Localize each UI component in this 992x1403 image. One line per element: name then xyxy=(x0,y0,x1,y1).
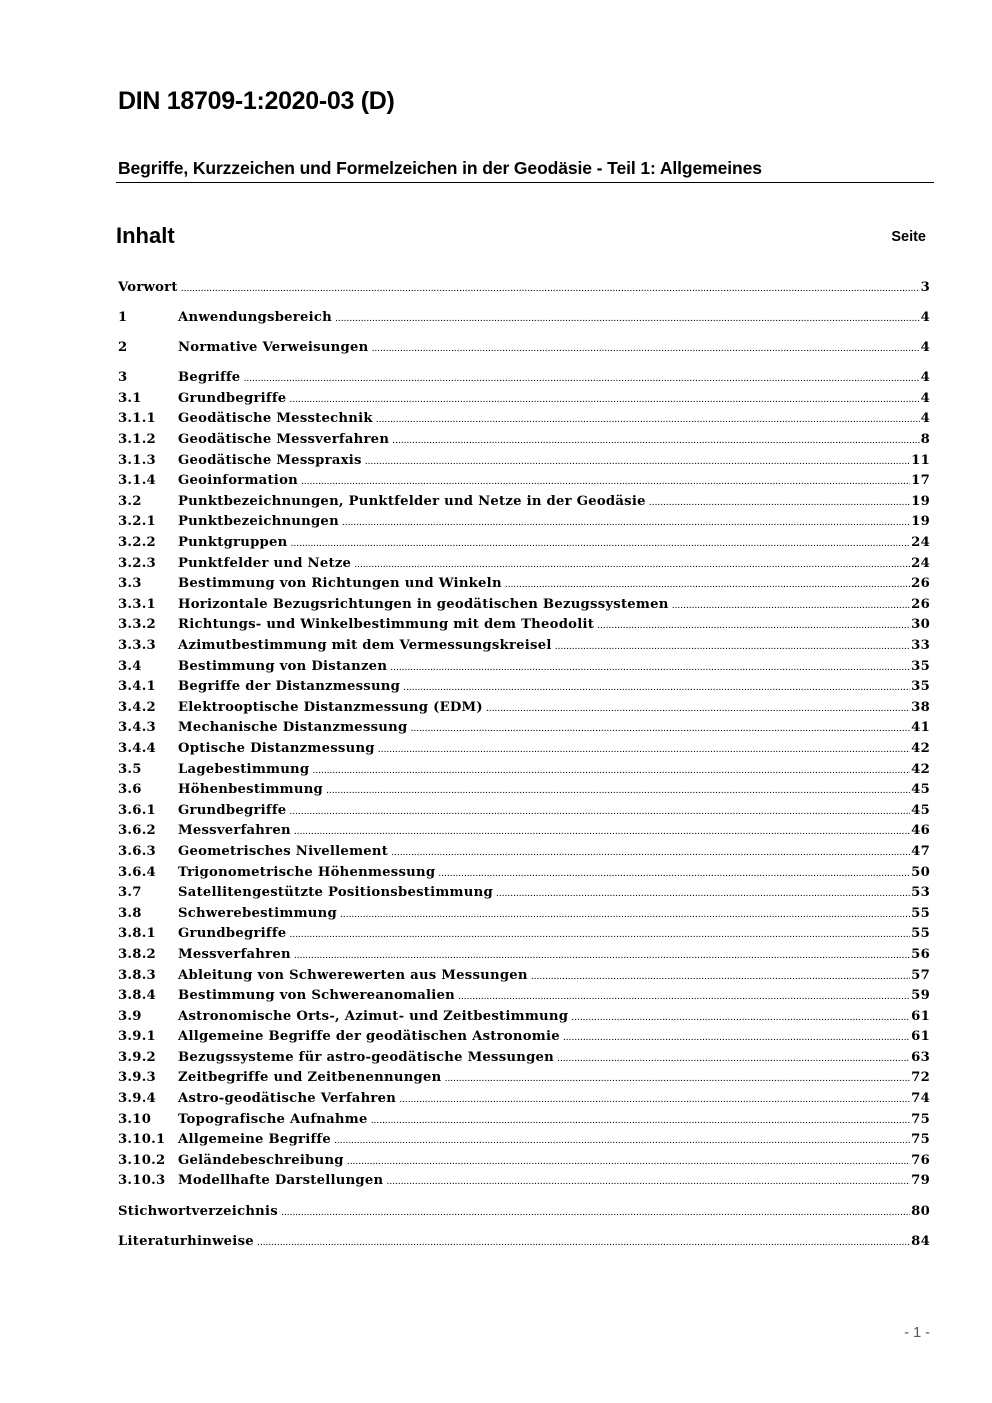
toc-dot-leader xyxy=(243,369,919,390)
toc-entry-number: 3.8.1 xyxy=(118,926,156,942)
toc-entry-number: 3.6.2 xyxy=(118,823,156,839)
toc-entry-title: Lagebestimmung xyxy=(178,761,310,777)
toc-entry-page: 38 xyxy=(911,699,930,715)
toc-entry-page: 46 xyxy=(911,823,930,839)
toc-entry-number: 3.9.3 xyxy=(118,1070,156,1086)
toc-entry-number: 3.9.2 xyxy=(118,1049,156,1065)
toc-entry-title: Normative Verweisungen xyxy=(178,340,369,356)
toc-entry[interactable] xyxy=(118,677,930,698)
toc-entry-number: 3.6.1 xyxy=(118,802,156,818)
toc-entry[interactable] xyxy=(118,1007,930,1028)
toc-dot-leader xyxy=(289,925,910,946)
toc-dot-leader xyxy=(391,843,910,864)
toc-entry-title: Grundbegriffe xyxy=(178,802,287,818)
toc-entry-number: 3.7 xyxy=(118,885,142,901)
toc-entry-title: Allgemeine Begriffe xyxy=(178,1132,331,1148)
toc-entry-number: 3.4.4 xyxy=(118,740,156,756)
toc-entry-page: 3 xyxy=(920,280,930,295)
toc-entry-number: 3.5 xyxy=(118,761,142,777)
toc-entry-title: Punktgruppen xyxy=(178,535,288,551)
toc-entry[interactable] xyxy=(118,1068,930,1089)
toc-dot-leader xyxy=(289,802,910,823)
toc-entry[interactable] xyxy=(118,1202,930,1223)
toc-entry-page: 74 xyxy=(911,1091,930,1107)
toc-entry-number: 3 xyxy=(118,370,128,386)
toc-entry-number: 3.10 xyxy=(118,1111,152,1127)
toc-entry-title: Bestimmung von Richtungen und Winkeln xyxy=(178,576,502,592)
toc-entry-title: Azimutbestimmung mit dem Vermessungskreisel xyxy=(178,638,552,653)
toc-entry[interactable] xyxy=(118,760,930,781)
toc-entry-page: 8 xyxy=(920,432,930,448)
toc-entry-title: Astro-geodätische Verfahren xyxy=(178,1091,397,1107)
toc-entry[interactable] xyxy=(118,533,930,554)
toc-entry-page: 4 xyxy=(920,370,930,386)
toc-entry-title: Höhenbestimmung xyxy=(178,782,324,798)
toc-entry-page: 4 xyxy=(920,411,930,427)
toc-entry[interactable] xyxy=(118,657,930,678)
toc-entry-page: 55 xyxy=(911,905,930,921)
page-number-footer: - 1 - xyxy=(904,1325,930,1341)
toc-entry-page: 75 xyxy=(911,1132,930,1148)
toc-entry-title: Bestimmung von Schwereanomalien xyxy=(178,988,455,1004)
toc-dot-leader xyxy=(438,864,910,885)
toc-entry-page: 72 xyxy=(911,1070,930,1086)
toc-entry-page: 30 xyxy=(911,617,930,633)
toc-dot-leader xyxy=(289,390,919,411)
toc-entry[interactable] xyxy=(118,338,930,359)
toc-dot-leader xyxy=(672,596,911,617)
toc-entry-title: Astronomische Orts-, Azimut- und Zeitbestimmung xyxy=(178,1008,569,1024)
toc-entry-title: Vorwort xyxy=(118,280,178,295)
toc-dot-leader xyxy=(301,472,910,493)
toc-entry-page: 26 xyxy=(911,576,930,592)
toc-entry-number: 3.2 xyxy=(118,493,142,509)
toc-entry[interactable] xyxy=(118,801,930,822)
toc-dot-leader xyxy=(378,740,910,761)
toc-entry-title: Geodätische Messpraxis xyxy=(178,452,362,468)
toc-entry-page: 59 xyxy=(911,988,930,1004)
toc-entry-page: 24 xyxy=(911,535,930,551)
toc-entry[interactable] xyxy=(118,636,930,657)
toc-entry-title: Anwendungsbereich xyxy=(178,310,333,326)
toc-dot-leader xyxy=(486,699,910,720)
toc-entry-page: 45 xyxy=(911,782,930,798)
title-divider xyxy=(116,182,934,183)
toc-dot-leader xyxy=(340,905,910,926)
toc-entry-number: 3.1.2 xyxy=(118,432,156,448)
toc-dot-leader xyxy=(597,616,910,637)
toc-entry-number: 3.2.1 xyxy=(118,514,156,530)
toc-entry-title: Begriffe xyxy=(178,370,241,386)
toc-entry-number: 3.6.4 xyxy=(118,864,156,880)
toc-entry-page: 75 xyxy=(911,1111,930,1127)
toc-entry-title: Elektrooptische Distanzmessung (EDM) xyxy=(178,699,483,715)
toc-entry-page: 53 xyxy=(911,885,930,901)
toc-entry-title: Satellitengestützte Positionsbestimmung xyxy=(178,885,493,901)
toc-entry-number: 3.4.1 xyxy=(118,679,156,695)
toc-entry-number: 3.9.1 xyxy=(118,1029,156,1045)
toc-entry-page: 35 xyxy=(911,679,930,695)
toc-entry-page: 4 xyxy=(920,340,930,356)
toc-entry[interactable] xyxy=(118,1027,930,1048)
toc-entry-title: Geometrisches Nivellement xyxy=(178,843,389,859)
toc-dot-leader xyxy=(326,781,910,802)
toc-entry-title: Geländebeschreibung xyxy=(178,1152,344,1168)
toc-entry-number: 3.3.2 xyxy=(118,617,156,633)
toc-entry-page: 24 xyxy=(911,555,930,571)
toc-entry-page: 35 xyxy=(911,658,930,674)
toc-entry[interactable] xyxy=(118,739,930,760)
toc-entry-title: Begriffe der Distanzmessung xyxy=(178,679,401,695)
toc-entry-page: 63 xyxy=(911,1049,930,1065)
toc-entry-page: 47 xyxy=(911,843,930,859)
toc-entry-page: 57 xyxy=(911,967,930,983)
toc-dot-leader xyxy=(291,534,911,555)
toc-entry-number: 3.4.3 xyxy=(118,720,156,736)
toc-entry-number: 3.8.3 xyxy=(118,967,156,983)
toc-entry[interactable] xyxy=(118,698,930,719)
toc-entry[interactable] xyxy=(118,986,930,1007)
toc-entry-title: Horizontale Bezugsrichtungen in geodätischen Bezugssystemen xyxy=(178,596,669,612)
toc-entry[interactable] xyxy=(118,574,930,595)
toc-entry-title: Messverfahren xyxy=(178,823,291,839)
toc-entry-page: 26 xyxy=(911,596,930,612)
toc-entry-number: 3.9.4 xyxy=(118,1091,156,1107)
toc-entry-page: 42 xyxy=(911,740,930,756)
toc-entry[interactable] xyxy=(118,1089,930,1110)
toc-entry-page: 45 xyxy=(911,802,930,818)
toc-entry-title: Geodätische Messverfahren xyxy=(178,432,390,448)
toc-dot-leader xyxy=(347,1152,910,1173)
toc-entry[interactable] xyxy=(118,945,930,966)
toc-entry[interactable] xyxy=(118,1048,930,1069)
toc-entry[interactable] xyxy=(118,451,930,472)
toc-entry[interactable] xyxy=(118,409,930,430)
toc-entry-number: 3.3 xyxy=(118,576,142,592)
toc-entry-page: 19 xyxy=(911,493,930,509)
toc-entry-title: Richtungs- und Winkelbestimmung mit dem Theodolit xyxy=(178,617,595,633)
toc-entry-number: 3.3.3 xyxy=(118,638,156,653)
toc-dot-leader xyxy=(399,1090,910,1111)
table-of-contents xyxy=(118,278,930,1252)
toc-dot-leader xyxy=(354,555,910,576)
toc-entry-page: 41 xyxy=(911,720,930,736)
toc-entry-title: Optische Distanzmessung xyxy=(178,740,375,756)
toc-entry-number: 3.2.2 xyxy=(118,535,156,551)
toc-dot-leader xyxy=(335,309,920,330)
toc-dot-leader xyxy=(563,1028,910,1049)
toc-dot-leader xyxy=(371,339,919,360)
toc-entry-title: Schwerebestimmung xyxy=(178,905,337,921)
toc-entry-number: 3.3.1 xyxy=(118,596,156,612)
toc-entry-page: 80 xyxy=(911,1203,930,1219)
toc-entry-title: Trigonometrische Höhenmessung xyxy=(178,864,436,880)
toc-entry[interactable] xyxy=(118,512,930,533)
toc-entry-title: Punktbezeichnungen, Punktfelder und Netze in der Geodäsie xyxy=(178,493,646,509)
toc-entry[interactable] xyxy=(118,718,930,739)
toc-dot-leader xyxy=(571,1008,910,1029)
toc-entry-number: 3.8 xyxy=(118,905,142,921)
toc-entry[interactable] xyxy=(118,492,930,513)
toc-entry-number: 3.1 xyxy=(118,390,142,406)
toc-entry[interactable] xyxy=(118,821,930,842)
toc-dot-leader xyxy=(294,822,910,843)
toc-entry-title: Geodätische Messtechnik xyxy=(178,411,373,427)
toc-entry[interactable] xyxy=(118,308,930,329)
toc-dot-leader xyxy=(334,1131,910,1152)
toc-entry-number: 3.1.3 xyxy=(118,452,156,468)
toc-dot-leader xyxy=(312,761,910,782)
toc-entry[interactable] xyxy=(118,924,930,945)
toc-entry-page: 17 xyxy=(911,473,930,489)
toc-entry[interactable] xyxy=(118,471,930,492)
toc-entry[interactable] xyxy=(118,1151,930,1172)
toc-heading: Inhalt xyxy=(116,223,175,248)
toc-entry-title: Literaturhinweise xyxy=(118,1233,254,1249)
toc-dot-leader xyxy=(390,658,910,679)
toc-dot-leader xyxy=(505,575,910,596)
toc-entry-page: 50 xyxy=(911,864,930,880)
toc-entry-number: 3.10.3 xyxy=(118,1173,166,1189)
toc-entry[interactable] xyxy=(118,1110,930,1131)
toc-entry-title: Topografische Aufnahme xyxy=(178,1111,368,1127)
toc-entry-page: 76 xyxy=(911,1152,930,1168)
toc-entry-title: Grundbegriffe xyxy=(178,926,287,942)
toc-entry-number: 3.2.3 xyxy=(118,555,156,571)
toc-entry-page: 61 xyxy=(911,1008,930,1024)
toc-entry-page: 11 xyxy=(911,452,930,468)
toc-dot-leader xyxy=(365,452,910,473)
toc-entry-page: 61 xyxy=(911,1029,930,1045)
toc-entry-number: 3.4 xyxy=(118,658,142,674)
toc-entry[interactable] xyxy=(118,278,930,299)
toc-dot-leader xyxy=(557,1049,910,1070)
toc-entry-title: Modellhafte Darstellungen xyxy=(178,1173,384,1189)
toc-entry-title: Stichwortverzeichnis xyxy=(118,1203,278,1219)
toc-entry[interactable] xyxy=(118,1171,930,1192)
toc-entry-number: 3.9 xyxy=(118,1008,142,1024)
toc-entry[interactable] xyxy=(118,863,930,884)
toc-entry-number: 3.8.2 xyxy=(118,946,156,962)
toc-entry[interactable] xyxy=(118,842,930,863)
toc-dot-leader xyxy=(257,1233,910,1254)
document-subtitle: Begriffe, Kurzzeichen und Formelzeichen in der Geodäsie - Teil 1: Allgemeines xyxy=(118,158,762,178)
document-number: DIN 18709-1:2020-03 (D) xyxy=(118,87,395,115)
toc-entry-title: Allgemeine Begriffe der geodätischen Astronomie xyxy=(178,1029,560,1045)
toc-dot-leader xyxy=(444,1069,910,1090)
toc-dot-leader xyxy=(649,493,910,514)
toc-entry[interactable] xyxy=(118,554,930,575)
toc-dot-leader xyxy=(181,279,920,300)
toc-dot-leader xyxy=(281,1203,910,1224)
toc-entry-page: 4 xyxy=(920,310,930,326)
toc-entry[interactable] xyxy=(118,595,930,616)
toc-entry-number: 3.1.4 xyxy=(118,473,156,489)
toc-dot-leader xyxy=(555,637,911,658)
toc-entry-number: 3.6.3 xyxy=(118,843,156,859)
toc-dot-leader xyxy=(496,884,910,905)
toc-entry[interactable] xyxy=(118,1232,930,1253)
toc-entry-title: Ableitung von Schwerewerten aus Messungen xyxy=(178,967,528,983)
toc-entry-title: Grundbegriffe xyxy=(178,390,287,406)
toc-entry-page: 84 xyxy=(911,1233,930,1249)
toc-entry-page: 4 xyxy=(920,390,930,406)
toc-dot-leader xyxy=(371,1111,911,1132)
toc-dot-leader xyxy=(410,719,910,740)
toc-entry[interactable] xyxy=(118,368,930,389)
toc-dot-leader xyxy=(376,410,920,431)
toc-dot-leader xyxy=(386,1172,910,1193)
toc-entry-title: Messverfahren xyxy=(178,946,291,962)
toc-entry[interactable] xyxy=(118,883,930,904)
toc-entry-page: 56 xyxy=(911,946,930,962)
toc-entry-number: 3.10.1 xyxy=(118,1132,166,1148)
toc-entry[interactable] xyxy=(118,389,930,410)
toc-entry[interactable] xyxy=(118,780,930,801)
toc-entry-number: 1 xyxy=(118,310,128,326)
toc-entry-number: 3.6 xyxy=(118,782,142,798)
toc-entry[interactable] xyxy=(118,1130,930,1151)
toc-dot-leader xyxy=(392,431,919,452)
toc-entry-title: Bezugssysteme für astro-geodätische Messungen xyxy=(178,1049,555,1065)
toc-entry[interactable] xyxy=(118,430,930,451)
toc-entry-title: Bestimmung von Distanzen xyxy=(178,658,388,674)
toc-entry-title: Geoinformation xyxy=(178,473,298,489)
toc-entry-number: 3.8.4 xyxy=(118,988,156,1004)
toc-entry-title: Mechanische Distanzmessung xyxy=(178,720,408,736)
toc-entry-title: Punktbezeichnungen xyxy=(178,514,339,530)
toc-dot-leader xyxy=(294,946,910,967)
toc-entry-number: 3.10.2 xyxy=(118,1152,166,1168)
toc-entry-number: 2 xyxy=(118,340,128,356)
toc-dot-leader xyxy=(342,513,910,534)
toc-page-column-label: Seite xyxy=(891,229,926,245)
toc-entry-page: 19 xyxy=(911,514,930,530)
toc-entry[interactable] xyxy=(118,904,930,925)
toc-dot-leader xyxy=(458,987,910,1008)
toc-entry[interactable] xyxy=(118,966,930,987)
toc-dot-leader xyxy=(403,678,910,699)
toc-entry-title: Zeitbegriffe und Zeitbenennungen xyxy=(178,1070,442,1086)
toc-entry-page: 55 xyxy=(911,926,930,942)
toc-entry-page: 79 xyxy=(911,1173,930,1189)
toc-entry[interactable] xyxy=(118,615,930,636)
toc-entry-title: Punktfelder und Netze xyxy=(178,555,352,571)
toc-entry-page: 42 xyxy=(911,761,930,777)
toc-entry-page: 33 xyxy=(911,638,930,653)
toc-entry-number: 3.4.2 xyxy=(118,699,156,715)
toc-dot-leader xyxy=(531,967,910,988)
toc-entry-number: 3.1.1 xyxy=(118,411,156,427)
